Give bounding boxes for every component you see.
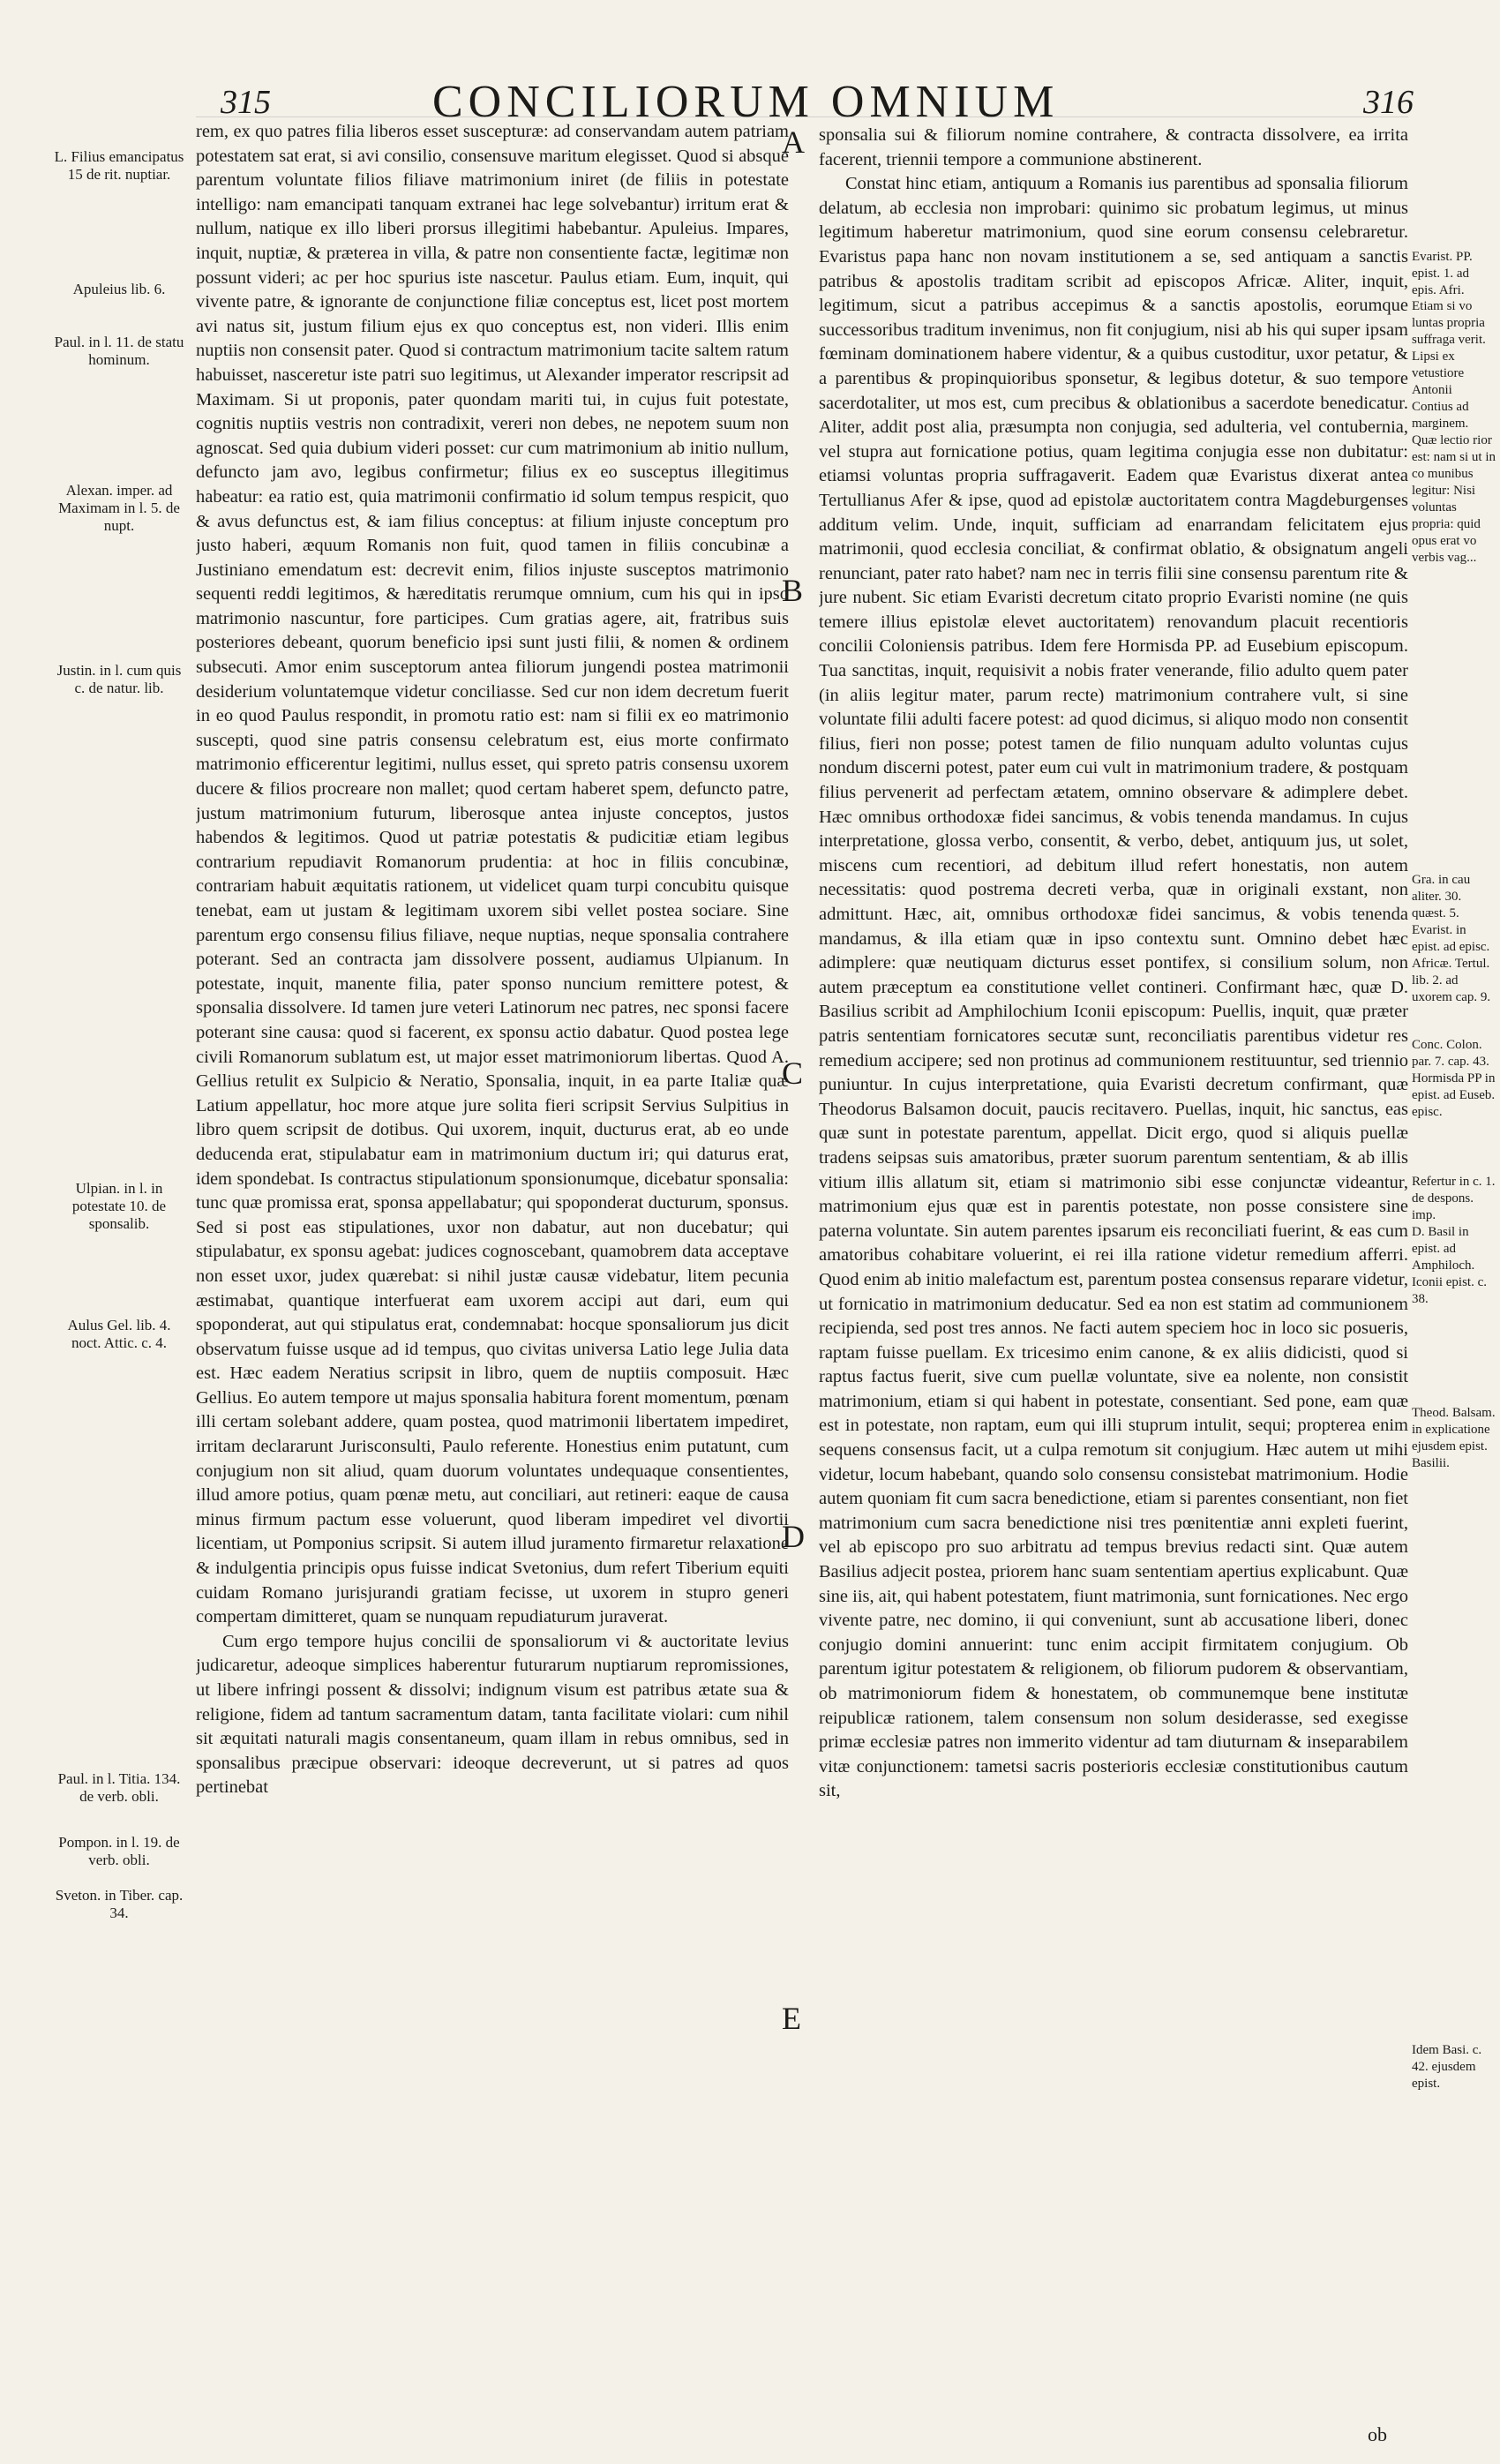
margin-note: Conc. Colon. par. 7. cap. 43. Hormisda PP in epist. ad Euseb. episc. <box>1412 1038 1496 1119</box>
running-title: CONCILIORUM OMNIUM <box>432 77 1060 127</box>
margin-note: Sveton. in Tiber. cap. 34. <box>55 1887 184 1921</box>
margin-note: Ulpian. in l. in potestate 10. de sponsalib. <box>71 1180 167 1232</box>
section-letter: B <box>782 573 804 608</box>
section-letter: C <box>782 1055 804 1091</box>
margin-note: Evarist. PP. epist. 1. ad epis. Afri. <box>1412 250 1473 297</box>
section-letter: A <box>782 124 805 160</box>
margin-note: Etiam si vo luntas propria suffraga verit. Lipsi ex vetustiore Antonii Contius ad marginem. Quæ lectio rior est: nam si ut in co munibus legitur: Nisi voluntas propria: quid opus erat vo verbis vag... <box>1412 299 1496 565</box>
margin-note: L. Filius emancipatus 15 de rit. nuptiar. <box>54 148 184 183</box>
paragraph: rem, ex quo patres filia liberos esset suscepturæ: ad conservandam autem patriam potestatem sat erat, si avi consilio, consensuve maritum elegisset. Quod si absque parentum voluntate filios filiave matrimonium iniret (de filiis in potestate intelligo: nam emancipati tanquam extranei hac lege solvebantur) irritum erat & nullum, natique ex illo liberi prorsus illegitimi habebantur. Apuleius. Impares, inquit, nuptiæ, & præterea in villa, & patre non consentiente factæ, legitimæ non possunt videri; ac per hoc spurius iste nascetur. Paulus etiam. Eum, inquit, qui vivente patre, & ignorante de conjunctione filiæ conceptus est, licet post mortem avi natus sit, justum filium ejus ex quo conceptus est, non videri. Illis enim nuptiis non consensit pater. Quod si contractum matrimonium tacite saltem ratum habuisset, nasceretur iste patri suo legitimus, ut Alexander imperator rescripsit ad Maximam. Si ut proponis, pater quondam mariti tui, in cujus fuit potestate, cognitis nuptiis vestris non contradixit, vereri non debes, ne nepotem suum non agnoscat. Sed quia dubium videri posset: cur cum matrimonium ab initio nullum, defuncto jam avo, legibus confirmetur; filius ex eo susceptus illegitimus habeatur: ea ratio est, quia matrimonii confirmatio id solum tempus respicit, quo & avus defunctus est, & iam filius conceptus: at filium injuste conceptum pro justo haberi, æquum Romanis non fuit, quod tamen in filiis concubinæ a Justiniano emendatum est: decrevit enim, filios injuste susceptos matrimonio sequenti reddi legitimos, & hæreditatis rerumque omnium, cum his qui in ipso matrimonio nascuntur, fore participes. Cum gratias agere, ait, fratribus suis posteriores debeant, quorum beneficio ipsi sunt justi filii, & nomen & ordinem subsecuti. Amor enim susceptorum antea filiorum jungendi postea matrimonii desiderium voluntatemque videtur conciliasse. Sed cur non idem decretum fuerit in eo quod Paulus respondit, in promotu ratio est: nam si filii ex eo matrimonio suscepti, quod sine patris consensu celebratum est, eius morte confirmato matrimonio efficerentur legitimi, nullus esset, qui spreto patris consensu uxorem ducere & filios procreare non mallet; quod certam haberet spem, defuncto patre, justum matrimonium futurum, liberosque antea injuste conceptos, justos habendos & legitimos. Quod ut patriæ potestatis & pudicitiæ etiam legibus contrarium repudiavit Romanorum prudentia: at hoc in filiis concubinæ, contrariam habuit æquitatis rationem, ut videlicet quam turpi concubitu quisque tenebat, eam ut justam & legitimam uxorem sibi vellet postea sociare. Sine parentum ergo consensu filius filiave, neque nuptias, neque sponsalia contrahere poterant. Sed an contracta jam dissolvere possent, audiamus Ulpianum. In potestate, inquit, manente filia, pater sponso nuncium remittere potest, & sponsalia dissolvere. Id tamen jure veteri Latinorum nec patres, nec sponsi facere poterant sine causa: quod si facerent, ex sponsu actio dabatur. Quod postea lege civili Romanorum sublatum est, ut major esset matrimoniorum libertas. Quod A. Gellius retulit ex Sulpicio & Neratio, Sponsalia, inquit, in ea parte Italiæ quæ Latium appellatur, hoc more atque jure solita fieri scripsit Servius Sulpitius in libro quem scripsit de dotibus. Qui uxorem, inquit, ducturus erat, ab eo unde deducenda erat, stipulabatur eam in matrimonium ductum iri; qui daturus erat, idem spondebat. Is contractus stipulationum sponsionumque, dicebatur sponsalia: tunc quæ promissa erat, sponsa appellabatur; qui spoponderat ducturum, sponsus. Sed si post eas stipulationes, uxor non dabatur, aut non ducebatur; qui stipulabatur, ex sponsu agebat: judices cognoscebant, quamobrem data acceptave non esset uxor, judex quærebat: si nihil justæ causæ videbatur, litem pecunia æstimabat, quantique interfuerat eam uxorem accipi aut dari, eum qui spoponderat, aut qui stipulatus erat, condemnabat: hocque sponsaliorum jus dicit observatum fuisse usque ad id tempus, quo civitas universa Latio lege Julia data est. Hæc eadem Neratius scripsit in libro, quem de nuptiis composuit. Hæc Gellius. Eo autem tempore ut majus sponsalia habitura forent momentum, pœnam illi certam solebant addere, quam postea, quod matrimonii libertatem impediret, irritam declararunt Jurisconsulti, Paulo referente. Honestius enim putatunt, cum conjugium non sit aliud, quam duorum voluntates undequaque consentientes, illud amore potius, quam pœnæ metu, aut conciliari, aut retineri: eaque de causa minus firmum pactum esse voluerunt, quod liberam impediret vel divortii licentiam, ut Pomponius scripsit. Si autem illud juramento firmaretur relaxatione & indulgentia principis opus fuisse indicat Svetonius, dum refert Tiberium equiti cuidam Romano jurisjurandi gratiam fecisse, ut uxorem in stupro generi compertam dimitteret, quam se nunquam repudiaturum juraverat. <box>196 122 789 1627</box>
margin-note: Paul. in l. 11. de statu hominum. <box>54 334 184 368</box>
margin-note: Apuleius lib. 6. <box>72 281 166 297</box>
left-text-column <box>196 120 789 2423</box>
margin-note: Alexan. imper. ad Maximam in l. 5. de nupt. <box>58 482 180 534</box>
margin-note: Paul. in l. Titia. 134. de verb. obli. <box>57 1770 181 1805</box>
right-text-column <box>819 124 1408 2441</box>
right-page-number: 316 <box>1363 84 1414 121</box>
section-letter: D <box>782 1519 805 1554</box>
paragraph: Constat hinc etiam, antiquum a Romanis ius parentibus ad sponsalia filiorum delatum, ab ecclesia non improbari: quinimo sic probatum legimus, ut minus legitimum haberetur matrimonium, quod sine eorum consensu celebraretur. Evaristus papa hanc non novam institutionem a se, sed antiquam a sanctis patribus & apostolis traditam scribit ad episcopos Africæ. Aliter, inquit, legitimum, sicut a patribus accepimus & a sanctis apostolis, eorumque successoribus traditum invenimus, non fit conjugium, nisi ab his qui super ipsam fœminam dominationem habere videntur, & a quibus custoditur, uxor petatur, & a parentibus & propinquioribus sponsetur, & legibus dotetur, & suo tempore sacerdotaliter, ut mos est, cum precibus & oblationibus a sacerdote benedicatur. Aliter, addit post alia, præsumpta non conjugia, sed adulteria, vel contubernia, vel stupra aut fornicatione potius, quam legitima conjugia esse non dubitatur: etiamsi voluntas propria suffragaverit. Eadem quæ Evaristus dixerat antea Tertullianus Afer & ipse, quod ad epistolæ auctoritatem contra Magdeburgenses additum velim. Unde, inquit, sufficiam ad enarrandam felicitatem ejus matrimonii, quod ecclesia conciliat, & confirmat oblatio, & obsignatum angeli renunciant, pater rato habet? nam nec in terris filii sine consensu parentum rite & jure nubent. Sic etiam Evaristi decretum citato proprio Evaristi nomine (ne quis temere illius epistolæ elevet auctoritatem) renovandum placuit recentioris concilii Coloniensis patribus. Idem fere Hormisda PP. ad Eusebium episcopum. Tua sanctitas, inquit, requisivit a nobis frater venerande, filio adulto quem pater (in aliis legitur mater, parum recte) matrimonium contrahere vult, si sine voluntate filii adulti facere potest: ad quod dicimus, si aliquo modo non consentit filius, fieri non posse; potest tamen de filio nunquam adulto voluntas cujus nondum discerni potest, pater eum cui vult in matrimonium tradere, & postquam filius pervenerit ad perfectam ætatem, omnino observare & adimplere debet. Hæc omnibus orthodoxæ fidei sancimus, & vobis tenenda mandamus. In cujus interpretatione, glossa verbo, consentit, & verbo, debet, antiquum jus, ut solet, miscens cum recentiori, ad debitum illud refert honestatis, non autem necessitatis: quod postrema decreti verba, quæ in originali exstant, non admittunt. Hæc, ait, omnibus orthodoxæ fidei sancimus, & vobis tenenda mandamus, & illa etiam quæ in ipso contextu sunt. Omnino debet hæc adimplere: quæ neutiquam dicturus esset pontifex, si consilium solum, non autem præceptum ea constitutione vellet contineri. Confirmant hæc, quæ D. Basilius scribit ad Amphilochium Iconii episcopum: Puellis, inquit, quæ præter patris sententiam fornicatores secutæ sunt, reconciliatis parentibus videtur res remedium accipere; sed non protinus ad communionem restituuntur, sed triennio puniuntur. In cujus interpretatione, quia Evaristi decretum confirmant, quæ Theodorus Balsamon docuit, paucis recitavero. Puellas, inquit, hic sanctus, eas quæ sunt in potestate parentum, appellat. Dicit ergo, quod si aliquis puellæ tradens seipsas suis amatoribus, præter suorum parentum sententiam, & ab illis vitium illis allatum sit, etiam si matrimonio sibi esse conjunctæ videantur, matrimonium ejus quæ est in parentis potestate, non posse consistere sine paterna voluntate. Sin autem parentes ipsarum eis reconciliati fuerint, & eas cum amatoribus cohabitare voluerint, ei rei illa ratione videtur remedium afferri. Quod enim ab initio malefactum est, parentum postea consensus reparare videtur, ut fornicatio in matrimonium deducatur. Sed ea non est statim ad communionem recipienda, sed post tres annos. Ne facti autem speciem hoc in loco sic posueris, raptam fuisse puellam. Ex tricesimo enim canone, & ex aliis didicisti, quod si raptus factus fuerit, sive cum puellæ voluntate, sive ea nolente, non consistit matrimonium, etiam si qui habent in potestate, consentiant. Sed pone, eam quæ est in potestate, non raptam, eum qui illi stuprum intulit, sequi; propterea enim sequens consensus facit, ut a culpa remotum sit conjugium. Hæc autem ut mihi videtur, locum habebant, quando solo consensu consistebat matrimonium. Hodie autem quoniam fit cum sacra benedictione, etiam si parentes consentiant, non fiet matrimonium cum sacra benedictione nisi tres pœnitentiæ anni expleti fuerint, vel ab episcopo pro suo arbitratu ad tempus brevius redacti sint. Quæ autem Basilius adjecit postea, priorem hanc suam sententiam apertius explicabunt. Quæ sine iis, ait, qui habent potestatem, fiunt matrimonia, sunt fornicationes. Nec ergo vivente patre, nec domino, ii qui conveniunt, sunt ab accusatione liberi, donec conjugio domini annuerint: tunc enim accipit firmitatem conjugium. Ob parentum igitur potestatem & religionem, ob filiorum pudorem & observantiam, ob matrimoniorum fidem & honestatem, ob communemque bene institutæ reipublicæ rationem, talem consensum non solum desiderasse, sed exegisse primæ ecclesiæ patres non immerito videntur ad tam diuturnam & inseparabilem vitæ conjunctionem: tametsi sacris posterioris ecclesiæ constitutionibus cautum sit, <box>819 174 1408 1801</box>
margin-note: Gra. in cau aliter. 30. quæst. 5. Evarist. in epist. ad episc. Africæ. Tertul. lib. 2. ad uxorem cap. 9. <box>1412 873 1491 1004</box>
margin-note: Pompon. in l. 19. de verb. obli. <box>58 1834 180 1868</box>
header-rule <box>196 116 1408 117</box>
margin-note: Theod. Balsam. in explicatione ejusdem epist. Basilii. <box>1412 1406 1496 1470</box>
margin-note: D. Basil in epist. ad Amphiloch. Iconii epist. c. 38. <box>1412 1225 1487 1306</box>
section-letter: E <box>782 2001 801 2036</box>
margin-note: Justin. in l. cum quis c. de natur. lib. <box>56 662 182 696</box>
catchword: ob <box>1368 2423 1387 2445</box>
left-page-number: 315 <box>221 84 271 121</box>
margin-note: Refertur in c. 1. de despons. imp. <box>1412 1175 1496 1222</box>
paragraph: sponsalia sui & filiorum nomine contrahere, & contracta dissolvere, ea irrita facerent, triennii tempore a communione abstinerent. <box>819 125 1408 169</box>
paragraph: Cum ergo tempore hujus concilii de sponsaliorum vi & auctoritate levius judicaretur, adeoque simplices haberentur futurarum nuptiarum repromissiones, ut libere infringi possent & dissolvi; indignum visum est patribus ætate sua & religione, fidem ad tantum sacramentum datam, tanta facilitate violari: cum nihil sit æquitati naturali magis consentaneum, quam illam in rebus omnibus, sed in sponsalibus præcipue observari: ideoque decreverunt, ut si patres ad quos pertinebat <box>196 1631 789 1798</box>
margin-note: Idem Basi. c. 42. ejusdem epist. <box>1412 2043 1482 2091</box>
margin-note: Aulus Gel. lib. 4. noct. Attic. c. 4. <box>67 1317 171 1351</box>
